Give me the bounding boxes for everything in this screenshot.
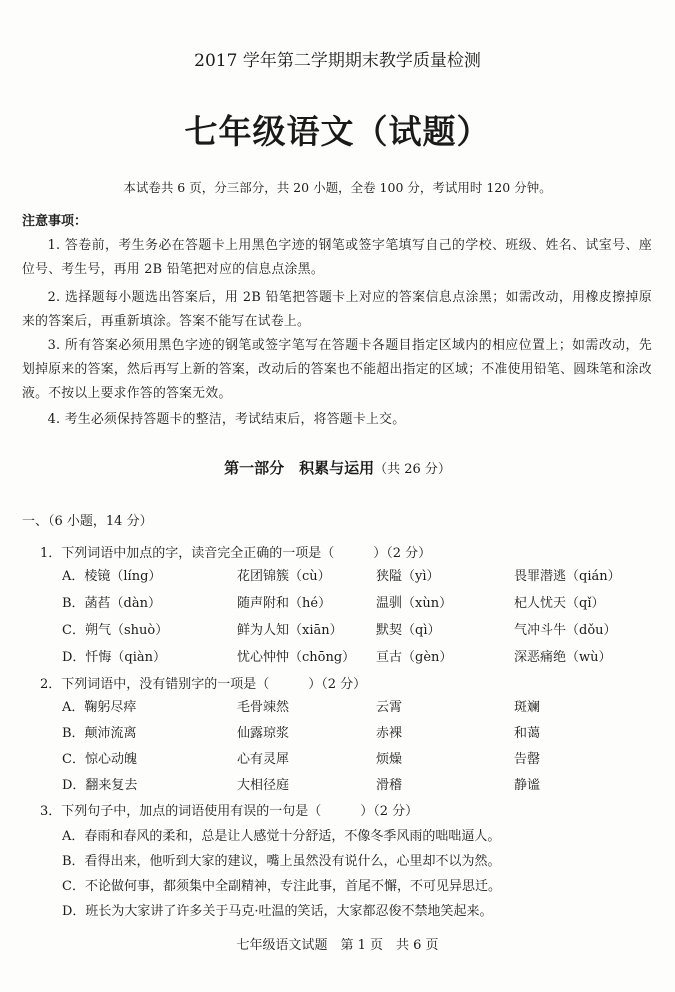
option-cell: C．朔气（shuò） — [62, 623, 169, 638]
option-row — [62, 696, 662, 718]
option-cell: 狭隘（yì） — [376, 569, 440, 584]
option-row — [62, 722, 662, 744]
question-stem: 3．下列句子中，加点的词语使用有误的一句是（ ）（2 分） — [40, 804, 419, 819]
option-cell: 烦燥 — [376, 752, 403, 767]
option-cell: 随声附和（hé） — [237, 596, 332, 611]
option-line: B．看得出来，他听到大家的建议，嘴上虽然没有说什么，心里却不以为然。 — [62, 854, 501, 869]
question-stem: 2．下列词语中，没有错别字的一项是（ ）（2 分） — [40, 677, 367, 692]
notice-item: 4. 考生必须保持答题卡的整洁，考试结束后，将答题卡上交。 — [47, 412, 406, 427]
page-footer: 七年级语文试题 第 1 页 共 6 页 — [236, 938, 439, 953]
option-cell: 仙露琼浆 — [237, 726, 290, 741]
option-cell: 气冲斗牛（dǒu） — [514, 623, 617, 638]
option-cell: 静谧 — [514, 778, 541, 793]
option-row — [62, 646, 662, 668]
paper-intro: 本试卷共 6 页，分三部分，共 20 小题，全卷 100 分，考试用时 120 分钟。 — [123, 180, 552, 195]
option-cell: 云霄 — [376, 700, 403, 715]
exam-name: 2017 学年第二学期期末教学质量检测 — [194, 51, 481, 71]
option-cell: C．惊心动魄 — [62, 752, 137, 767]
option-cell: 大相径庭 — [237, 778, 290, 793]
option-cell: 和蔼 — [514, 726, 541, 741]
option-cell: 滑稽 — [376, 778, 403, 793]
option-row — [62, 774, 662, 796]
option-cell: 温驯（xùn） — [376, 596, 453, 611]
option-cell: B．菡萏（dàn） — [62, 596, 161, 611]
option-line: D．班长为大家讲了许多关于马克·吐温的笑话，大家都忍俊不禁地笑起来。 — [62, 904, 493, 919]
notice-heading: 注意事项： — [22, 214, 88, 229]
question-stem: 1．下列词语中加点的字，读音完全正确的一项是（ ）（2 分） — [40, 546, 432, 561]
option-cell: 默契（qì） — [376, 623, 441, 638]
notice-item: 3. 所有答案必须用黑色字迹的钢笔或签字笔写在答题卡各题目指定区域内的相应位置上；如需改动，先划掉原来的答案，然后再写上新的答案，改动后的答案也不能超出指定的区域；不准使用铅笔、圆珠笔和涂改液。不按以上要求作答的答案无效。 — [22, 338, 652, 401]
option-cell: 斑斓 — [514, 700, 541, 715]
notice-item: 1. 答卷前，考生务必在答题卡上用黑色字迹的钢笔或签字笔填写自己的学校、班级、姓名、试室号、座位号、考生号，再用 2B 铅笔把对应的信息点涂黑。 — [22, 238, 652, 277]
section-score: （共 26 分） — [374, 462, 451, 477]
option-cell: 畏罪潜逃（qián） — [514, 569, 621, 584]
paper-title: 七年级语文（试题） — [184, 112, 491, 151]
section-title: 第一部分 积累与运用 — [224, 459, 375, 477]
option-row — [62, 565, 662, 587]
option-cell: A．鞠躬尽瘁 — [62, 700, 137, 715]
option-cell: 毛骨竦然 — [237, 700, 290, 715]
option-cell: D．忏悔（qiàn） — [62, 650, 167, 665]
option-cell: 深恶痛绝（wù） — [514, 650, 612, 665]
option-cell: 花团锦簇（cù） — [237, 569, 331, 584]
option-cell: A．棱镜（líng） — [62, 569, 162, 584]
option-line: C．不论做何事，都须集中全副精神，专注此事，首尾不懈，不可见异思迁。 — [62, 879, 501, 894]
notice-item: 2. 选择题每小题选出答案后，用 2B 铅笔把答题卡上对应的答案信息点涂黑；如需改动，用橡皮擦掉原来的答案后，再重新填涂。答案不能写在试卷上。 — [22, 290, 652, 329]
option-cell: 忧心忡忡（chōng） — [237, 650, 356, 665]
option-cell: 赤裸 — [376, 726, 403, 741]
option-row — [62, 592, 662, 614]
option-cell: B．颠沛流离 — [62, 726, 137, 741]
option-row — [62, 619, 662, 641]
option-cell: 亘古（gèn） — [376, 650, 453, 665]
option-cell: 杞人忧天（qǐ） — [514, 596, 605, 611]
option-cell: 告罄 — [514, 752, 541, 767]
option-line: A．春雨和春风的柔和，总是让人感觉十分舒适，不像冬季风雨的咄咄逼人。 — [62, 829, 501, 844]
option-cell: 心有灵犀 — [237, 752, 290, 767]
option-cell: D．翻来复去 — [62, 778, 138, 793]
section-heading — [0, 457, 675, 478]
option-cell: 鲜为人知（xiān） — [237, 623, 343, 638]
part-label: 一、（6 小题，14 分） — [22, 514, 153, 529]
option-row — [62, 748, 662, 770]
